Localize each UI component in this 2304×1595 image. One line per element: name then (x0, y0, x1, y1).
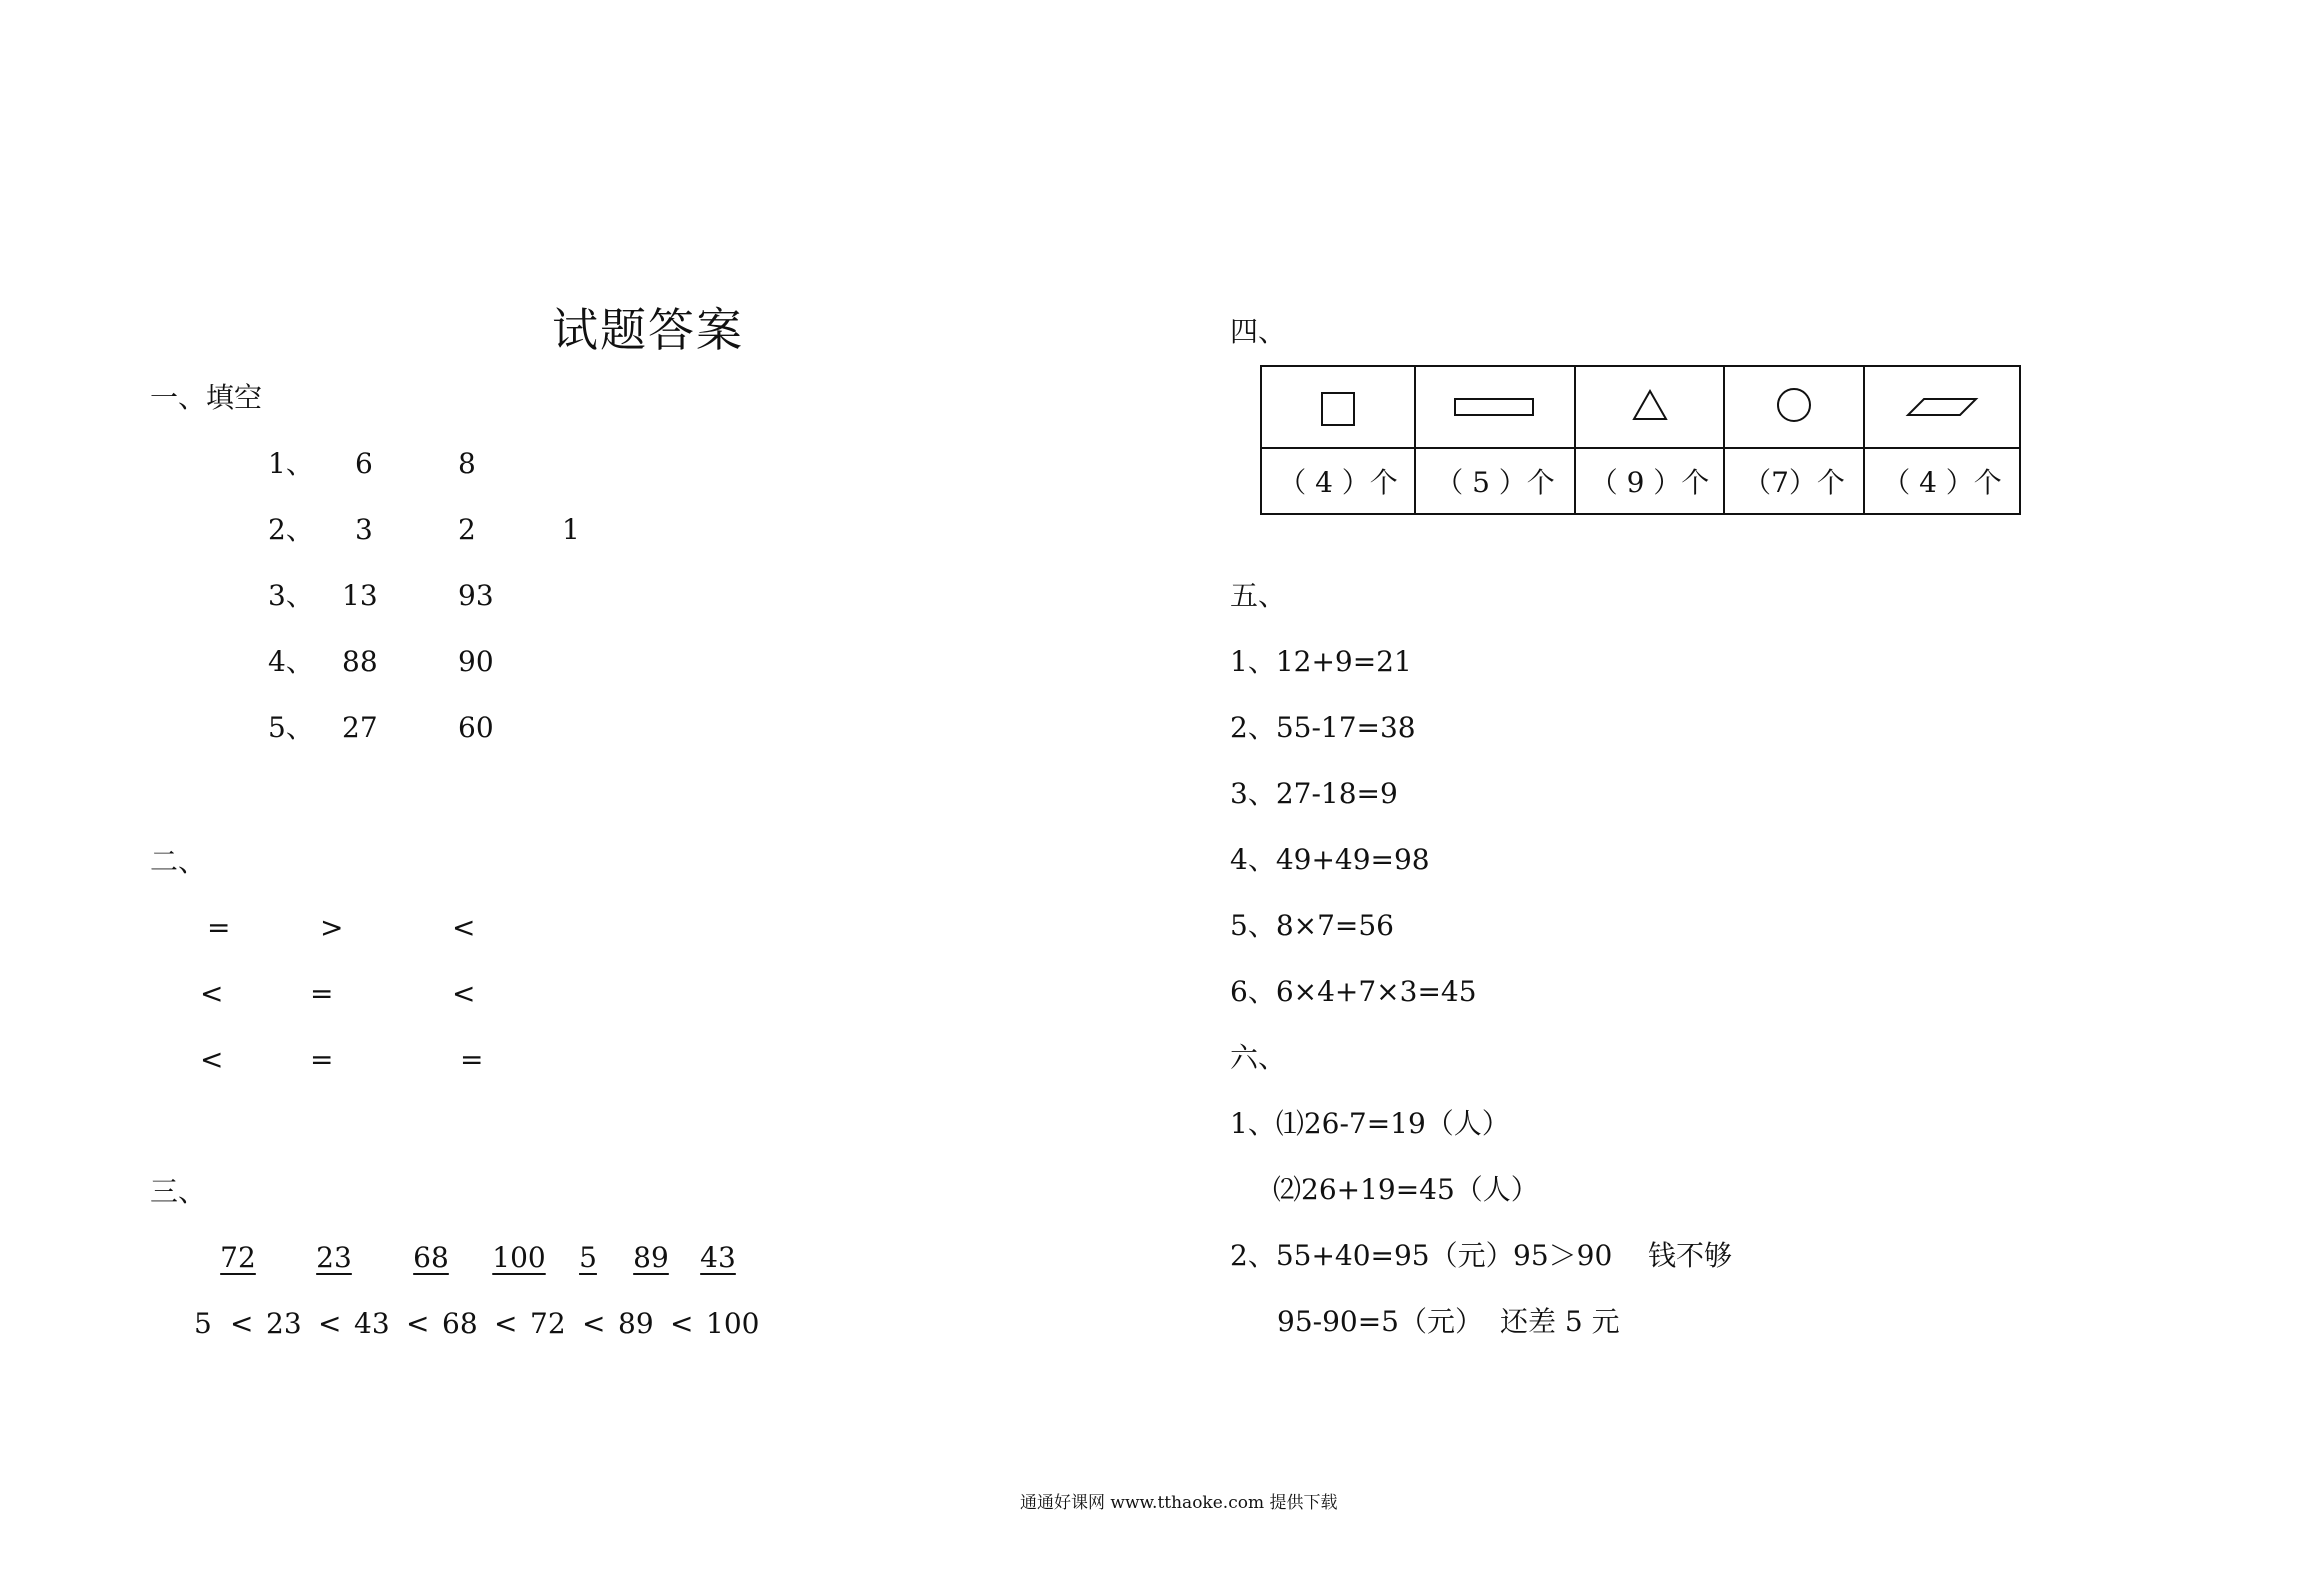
s2-r3-c2: = (310, 1043, 334, 1076)
s6-q2-line2a: 95-90=5（元） (1277, 1305, 1483, 1338)
s1-row2-num: 2、 (268, 513, 314, 546)
s1-row4-a: 88 (342, 645, 378, 678)
s3-answer-5: 5 (579, 1241, 597, 1274)
shape-count-square: （ 4 ）个 (1261, 448, 1415, 514)
page-title: 试题答案 (552, 303, 744, 357)
s2-r3-c3: = (460, 1043, 484, 1076)
rectangle-icon (1453, 395, 1537, 419)
s1-row1-num: 1、 (268, 447, 314, 480)
s1-row2-a: 3 (355, 513, 373, 546)
s6-q2-line1b: 95＞90 (1513, 1239, 1613, 1272)
section5-heading: 五、 (1230, 579, 1287, 612)
s3-answer-2: 23 (316, 1241, 352, 1274)
s3-answer-4: 100 (492, 1241, 546, 1274)
s3-ordering-12: < (670, 1307, 694, 1340)
s5-item-2: 2、55-17=38 (1230, 711, 1416, 744)
shape-cell-triangle (1575, 366, 1724, 448)
s2-r2-c2: = (310, 977, 334, 1010)
s6-q1-line1: 1、⑴26-7=19（人） (1230, 1107, 1510, 1140)
shape-cell-square (1261, 366, 1415, 448)
s5-item-4: 4、49+49=98 (1230, 843, 1430, 876)
section6-heading: 六、 (1230, 1041, 1287, 1074)
shape-count-parallelogram: （ 4 ）个 (1864, 448, 2020, 514)
s6-q2-line1c: 钱不够 (1648, 1239, 1733, 1272)
s2-r3-c1: < (200, 1043, 224, 1076)
s3-ordering-5: 43 (354, 1307, 390, 1340)
s5-item-1: 1、12+9=21 (1230, 645, 1412, 678)
s1-row1-b: 8 (458, 447, 476, 480)
s3-ordering-10: < (582, 1307, 606, 1340)
section2-heading: 二、 (150, 845, 207, 878)
s2-r2-c1: < (200, 977, 224, 1010)
shape-count-rectangle: （ 5 ）个 (1415, 448, 1575, 514)
s3-answer-1: 72 (220, 1241, 256, 1274)
s5-item-5: 5、8×7=56 (1230, 909, 1394, 942)
s1-row4-b: 90 (458, 645, 494, 678)
s3-ordering-3: 23 (266, 1307, 302, 1340)
s1-row1-a: 6 (355, 447, 373, 480)
s2-r1-c1: = (207, 911, 231, 944)
s3-ordering-4: < (318, 1307, 342, 1340)
parallelogram-icon (1904, 395, 1980, 419)
s3-ordering-2: < (230, 1307, 254, 1340)
section1-heading: 一、填空 (150, 381, 263, 414)
s1-row3-a: 13 (342, 579, 378, 612)
s3-ordering-13: 100 (706, 1307, 760, 1340)
s6-q2-line1a: 2、55+40=95（元） (1230, 1239, 1514, 1272)
s1-row3-num: 3、 (268, 579, 314, 612)
square-icon (1318, 387, 1358, 427)
s1-row5-b: 60 (458, 711, 494, 744)
s3-ordering-6: < (406, 1307, 430, 1340)
s3-ordering-11: 89 (618, 1307, 654, 1340)
s1-row4-num: 4、 (268, 645, 314, 678)
shape-count-circle: （7）个 (1724, 448, 1864, 514)
shape-cell-parallelogram (1864, 366, 2020, 448)
s3-answer-3: 68 (413, 1241, 449, 1274)
shape-cell-circle (1724, 366, 1864, 448)
s1-row2-c: 1 (562, 513, 580, 546)
shape-count-table (1260, 365, 2021, 515)
section4-heading: 四、 (1230, 315, 1287, 348)
s1-row5-num: 5、 (268, 711, 314, 744)
s3-ordering-1: 5 (194, 1307, 212, 1340)
s3-ordering-8: < (494, 1307, 518, 1340)
s5-item-3: 3、27-18=9 (1230, 777, 1398, 810)
s3-answer-7: 43 (700, 1241, 736, 1274)
s2-r1-c3: < (452, 911, 476, 944)
s2-r1-c2: > (320, 911, 344, 944)
footer-credit: 通通好课网 www.tthaoke.com 提供下载 (1020, 1493, 1338, 1513)
triangle-icon (1630, 387, 1670, 427)
shape-cell-rectangle (1415, 366, 1575, 448)
s6-q1-line2: ⑵26+19=45（人） (1273, 1173, 1539, 1206)
s3-ordering-7: 68 (442, 1307, 478, 1340)
s3-answer-6: 89 (633, 1241, 669, 1274)
s1-row2-b: 2 (458, 513, 476, 546)
shape-count-triangle: （ 9 ）个 (1575, 448, 1724, 514)
s1-row3-b: 93 (458, 579, 494, 612)
s5-item-6: 6、6×4+7×3=45 (1230, 975, 1477, 1008)
section3-heading: 三、 (150, 1175, 207, 1208)
s3-ordering-9: 72 (530, 1307, 566, 1340)
s1-row5-a: 27 (342, 711, 378, 744)
s6-q2-line2b: 还差 5 元 (1500, 1305, 1620, 1338)
s2-r2-c3: < (452, 977, 476, 1010)
circle-icon (1774, 387, 1814, 427)
